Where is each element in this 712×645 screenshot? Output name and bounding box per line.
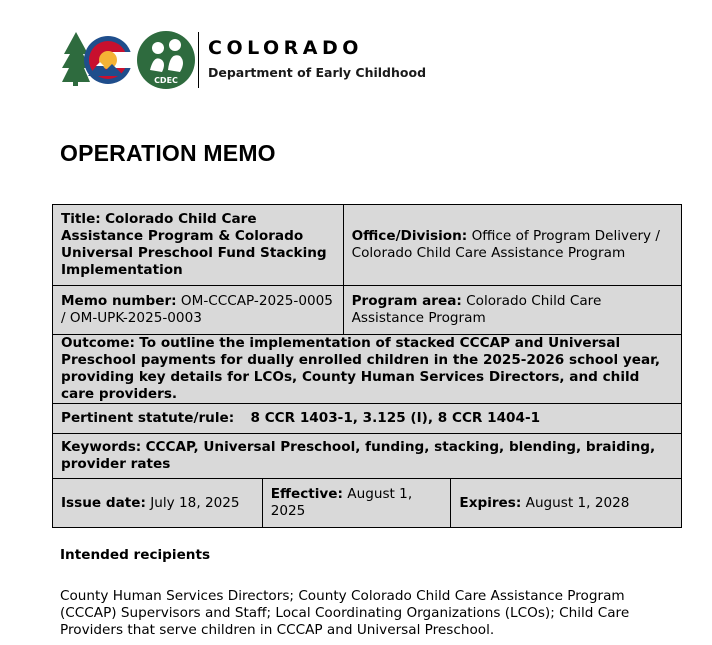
colorado-cdec-logo-icon [62,30,198,90]
memo-keywords-cell [53,434,682,479]
page-title: OPERATION MEMO [60,140,276,166]
memo-issue-date-label: Issue date: [61,494,146,511]
memo-statute-cell [53,404,682,434]
memo-title-cell [53,205,344,286]
memo-row-title [53,205,682,286]
memo-row-keywords [53,434,682,479]
memo-expires-date-label: Expires: [459,494,522,511]
memo-expires-date-value: August 1, 2028 [525,494,630,511]
memo-number-value: OM-CCCAP-2025-0005 / OM-UPK-2025-0003 [61,293,333,326]
memo-number-cell [53,286,344,335]
memo-effective-date-label: Effective: [270,486,343,502]
brand-state-name: COLORADO [208,37,363,59]
memo-office-label: Office/Division: [351,228,468,244]
recipients-heading: Intended recipients [60,547,211,563]
memo-program-area-cell [343,286,681,335]
memo-effective-date-cell [262,479,451,528]
memo-keywords-label: Keywords: [61,439,142,455]
recipients-body: County Human Services Directors; County Colorado Child Care Assistance Program (CCCAP) Supervisors and Staff; Local Coordinating Organizations (LCOs); Child Care Providers that serve children in CCCAP and Universal Preschool. [60,588,630,638]
memo-keywords-value: CCCAP, Universal Preschool, funding, stacking, blending, braiding, provider rates [61,439,656,472]
logo-divider [198,32,199,88]
memo-row-outcome [53,335,682,404]
memo-title-value: Colorado Child Care Assistance Program & Colorado Universal Preschool Fund Stacking Implementation [61,211,327,278]
memo-title-label: Title: [61,211,101,227]
header-logo [62,30,442,90]
memo-outcome-cell [53,335,682,404]
memo-number-label: Memo number: [61,293,177,309]
memo-expires-date-cell [451,479,682,528]
brand-department-name: Department of Early Childhood [208,65,427,80]
cdec-badge-text: CDEC [154,76,178,85]
memo-office-value: Office of Program Delivery / Colorado Child Care Assistance Program [351,228,660,261]
memo-row-number [53,286,682,335]
memo-info-table [52,204,682,528]
memo-issue-date-cell [53,479,263,528]
memo-issue-date-value: July 18, 2025 [150,494,240,511]
memo-program-area-label: Program area: [351,293,462,309]
memo-outcome-label: Outcome: [61,335,135,351]
memo-effective-date-value: August 1, 2025 [270,486,413,519]
memo-statute-label: Pertinent statute/rule: [61,410,235,426]
memo-statute-value: 8 CCR 1403-1, 3.125 (I), 8 CCR 1404-1 [250,410,541,426]
memo-program-area-value: Colorado Child Care Assistance Program [351,293,602,326]
memo-office-cell [343,205,681,286]
memo-row-statute [53,404,682,434]
memo-outcome-value: To outline the implementation of stacked CCCAP and Universal Preschool payments for dually enrolled children in the 2025-2026 school year, providing key details for LCOs, County Human Services Directors, and child care providers. [61,335,661,402]
memo-row-dates [53,479,682,528]
